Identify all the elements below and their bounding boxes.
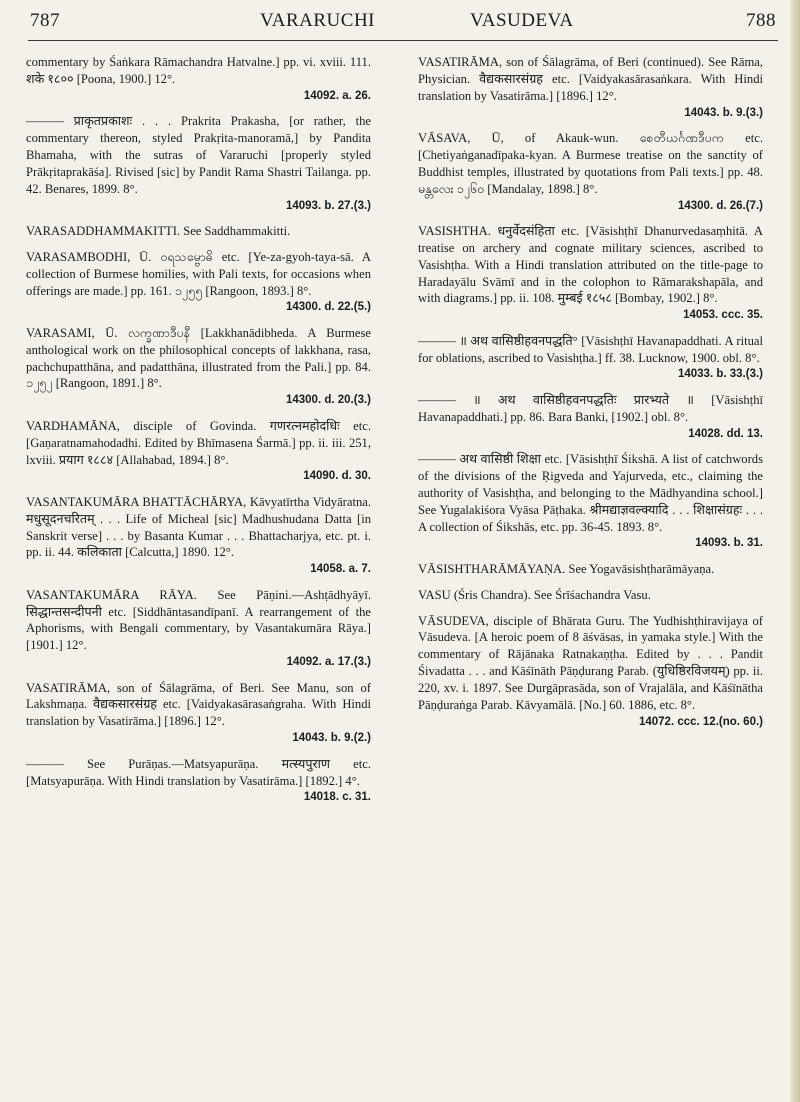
header-word-right: VASUDEVA <box>470 10 574 31</box>
entry-text: ——— अथ वासिष्ठी शिक्षा etc. [Vāsishṭhī Śikshā. A list of catchwords of the divisions of the Ṛigveda and Yajurveda, etc., claiming the authority of Vasishṭha, and belonging to the Mādhyandina school.] See Yugalakiśora Vyāsa Pāṭhaka. श्रीमद्याज्ञवल्क्यादि . . . शिक्षासंग्रहः . . . A collection of Śikshās, etc. pp. 36-45. 1893. 8°. <box>418 452 763 534</box>
entry-text: VASATIRĀMA, son of Śālagrāma, of Beri (continued). See Rāma, Physician. वैद्यकसारसंग्रह etc. [Vaidyakasārasaṅkara. With Hindi translation by Vasatirāma.] [1896.] 12°. <box>418 55 763 103</box>
header-word-left: VARARUCHI <box>260 10 376 31</box>
shelfmark: 14058. a. 7. <box>310 563 371 576</box>
right-column <box>418 54 763 739</box>
shelfmark: 14300. d. 26.(7.) <box>677 199 763 212</box>
catalogue-entry <box>418 130 763 214</box>
shelfmark: 14300. d. 22.(5.) <box>285 301 371 314</box>
page-number-right: 788 <box>746 10 776 31</box>
shelfmark: 14043. b. 9.(2.) <box>292 732 371 745</box>
entry-text: VASANTAKUMĀRA RĀYA. See Pāṇini.—Ashṭādhyāyī. सिद्धान्तसन्दीपनी etc. [Siddhāntasandīpanī. A rearrangement of the Aphorisms, with Bengali commentary, by Vasantakumāra Rāya.] [1901.] 12°. <box>26 587 371 653</box>
page-edge <box>790 0 800 1102</box>
catalogue-entry <box>26 494 371 578</box>
catalogue-entry <box>26 223 371 240</box>
catalogue-entry <box>418 223 763 324</box>
catalogue-entry <box>418 561 763 578</box>
catalogue-entry <box>26 113 371 214</box>
catalogue-entry <box>418 392 763 442</box>
catalogue-entry <box>26 418 371 485</box>
entry-text: VĀSUDEVA, disciple of Bhārata Guru. The Yudhishṭhiravijaya of Vāsudeva. [A heroic poem of 8 āśvāsas, in yamaka style.] With the commentary of Rājānaka Ratnakaṇṭha. Edited by . . . Pandit Śivadatta . . . and Kāśīnāth Pāṇḍurang Parab. (युधिष्ठिरविजयम्) pp. ii. 220, xv. i. 1897. See Durgāprasāda, son of Vrajalāla, and Kāśīnātha Pāṇḍuraṅga Parab. Kāvyamālā. [No.] 60. 1886, etc. 8°. <box>418 613 763 712</box>
shelfmark: 14033. b. 33.(3.) <box>677 368 763 381</box>
catalogue-entry <box>26 587 371 671</box>
entry-text: VARASAMI, Ū. လက္ခဏာဒီပနီ [Lakkhanādibheda. A Burmese anthological work on the philosophical concepts of lakkhana, rasa, pachchupatthāna, and padatthāna, illustrated from the Pali.] pp. 84. ၁၂၅၂ [Rangoon, 1891.] 8°. <box>26 325 371 391</box>
catalogue-entry <box>418 54 763 121</box>
entry-text: VASANTAKUMĀRA BHATTĀCHĀRYA, Kāvyatīrtha Vidyāratna. मधुसूदनचरितम् . . . Life of Micheal [sic] Madhushudana Datta [in Sanskrit verse] . . . by Basanta Kumar . . . Bhattacharjya, etc. pt. i. pp. ii. 44. कलिकाता [Calcutta,] 1890. 12°. <box>26 494 371 560</box>
entry-text: ——— प्राकृतप्रकाशः . . . Prakrita Prakasha, [or rather, the commentary thereon, styled Prakṛita-manoramā,] by Pandita Bhamaha, with the sutras of Vararuchi [properly styled Prākṛitaprakāśa]. Rivised [sic] by Pandit Rama Shastri Tailanga. pp. 42. Benares, 1899. 8°. <box>26 114 371 196</box>
entry-text: VĀSAVA, Ū, of Akauk-wun. စေတီယင်္ဂဏဒီပက etc. [Chetiyaṅganadīpaka-kyan. A Burmese treatise on the sanctity of Buddhist temples, illustrated by quotations from Pali texts.] pp. 48. မန္တလေး ၁၂၆၀ [Mandalay, 1898.] 8°. <box>418 131 763 196</box>
entry-text: ——— ॥ अथ वासिष्ठीहवनपद्धति° [Vāsishṭhī Havanapaddhati. A ritual for oblations, ascribed to Vasishṭha.] ff. 38. Lucknow, 1900. obl. 8°. <box>418 333 763 365</box>
catalogue-entry <box>26 249 371 316</box>
entry-text: VARASAMBODHI, Ū. ဝရသမ္ဗောဓိ etc. [Ye-za-gyoh-taya-sā. A collection of Burmese homilies, with Pali texts, for occasions when offerings are made.] pp. 161. ၁၂၅၅ [Rangoon, 1893.] 8°. <box>26 249 371 298</box>
shelfmark: 14090. d. 30. <box>303 470 371 483</box>
catalogue-entry <box>418 613 763 731</box>
shelfmark: 14300. d. 20.(3.) <box>285 394 371 407</box>
shelfmark: 14028. dd. 13. <box>688 427 763 440</box>
shelfmark: 14092. a. 26. <box>303 89 371 102</box>
shelfmark: 14093. b. 31. <box>695 537 763 550</box>
entry-text: VĀSISHTHARĀMĀYAṆA. See Yogavāsishṭharāmāyaṇa. <box>418 561 715 576</box>
catalogue-entry <box>26 680 371 747</box>
entry-text: VARASADDHAMMAKITTI. See Saddhammakitti. <box>26 223 291 238</box>
catalogue-entry <box>418 333 763 383</box>
catalogue-entry <box>418 587 763 604</box>
shelfmark: 14093. b. 27.(3.) <box>285 199 371 212</box>
shelfmark: 14053. ccc. 35. <box>683 309 763 322</box>
entry-text: VARDHAMĀNA, disciple of Govinda. गणरत्नमहोदधिः etc. [Gaṇaratnamahodadhi. Edited by Bhīmasena Śarmā.] pp. ii. iii. 251, lxviii. प्रयाग १८८४ [Allahabad, 1894.] 8°. <box>26 418 371 467</box>
entry-text: VASATIRĀMA, son of Śālagrāma, of Beri. See Manu, son of Lakshmaṇa. वैद्यकसारसंग्रह etc. [Vaidyakasārasaṅgraha. With Hindi translation by Vasatirāma.] [1896.] 12°. <box>26 680 371 729</box>
left-column <box>26 54 371 815</box>
entry-text: commentary by Śaṅkara Rāmachandra Hatvalne.] pp. vi. xviii. 111. शके १८०० [Poona, 1900.] 12°. <box>26 55 371 86</box>
shelfmark: 14072. ccc. 12.(no. 60.) <box>638 715 763 728</box>
catalogue-entry <box>26 54 371 104</box>
entry-text: VASU (Śris Chandra). See Śrīśachandra Vasu. <box>418 587 651 602</box>
entry-text: ——— See Purāṇas.—Matsyapurāṇa. मत्स्यपुराण etc. [Matsyapurāṇa. With Hindi translation by Vasatirāma.] [1892.] 4°. <box>26 756 371 788</box>
entry-text: VASISHTHA. धनुर्वेदसंहिता etc. [Vāsishṭhī Dhanurvedasaṃhitā. A treatise on archery and cognate military sciences, ascribed to Vasishṭha. With a Hindi translation attributed on the title-page to Haradayālu Svāmī and in the colophon to Rāmarakshapāla, and with diagrams.] pp. ii. 108. मुम्बई १८५८ [Bombay, 1902.] 8°. <box>418 223 763 306</box>
running-header <box>30 10 776 38</box>
shelfmark: 14043. b. 9.(3.) <box>684 106 763 119</box>
catalogue-entry <box>418 451 763 552</box>
catalogue-entry <box>26 756 371 806</box>
shelfmark: 14092. a. 17.(3.) <box>286 656 371 669</box>
page-number-left: 787 <box>30 10 60 31</box>
header-rule <box>28 40 778 41</box>
entry-text: ——— ॥ अथ वासिष्ठीहवनपद्धतिः प्रारभ्यते ॥ [Vāsishṭhī Havanapaddhati.] pp. 86. Bara Banki, [1902.] obl. 8°. <box>418 392 763 424</box>
shelfmark: 14018. c. 31. <box>303 791 371 804</box>
catalogue-entry <box>26 325 371 409</box>
